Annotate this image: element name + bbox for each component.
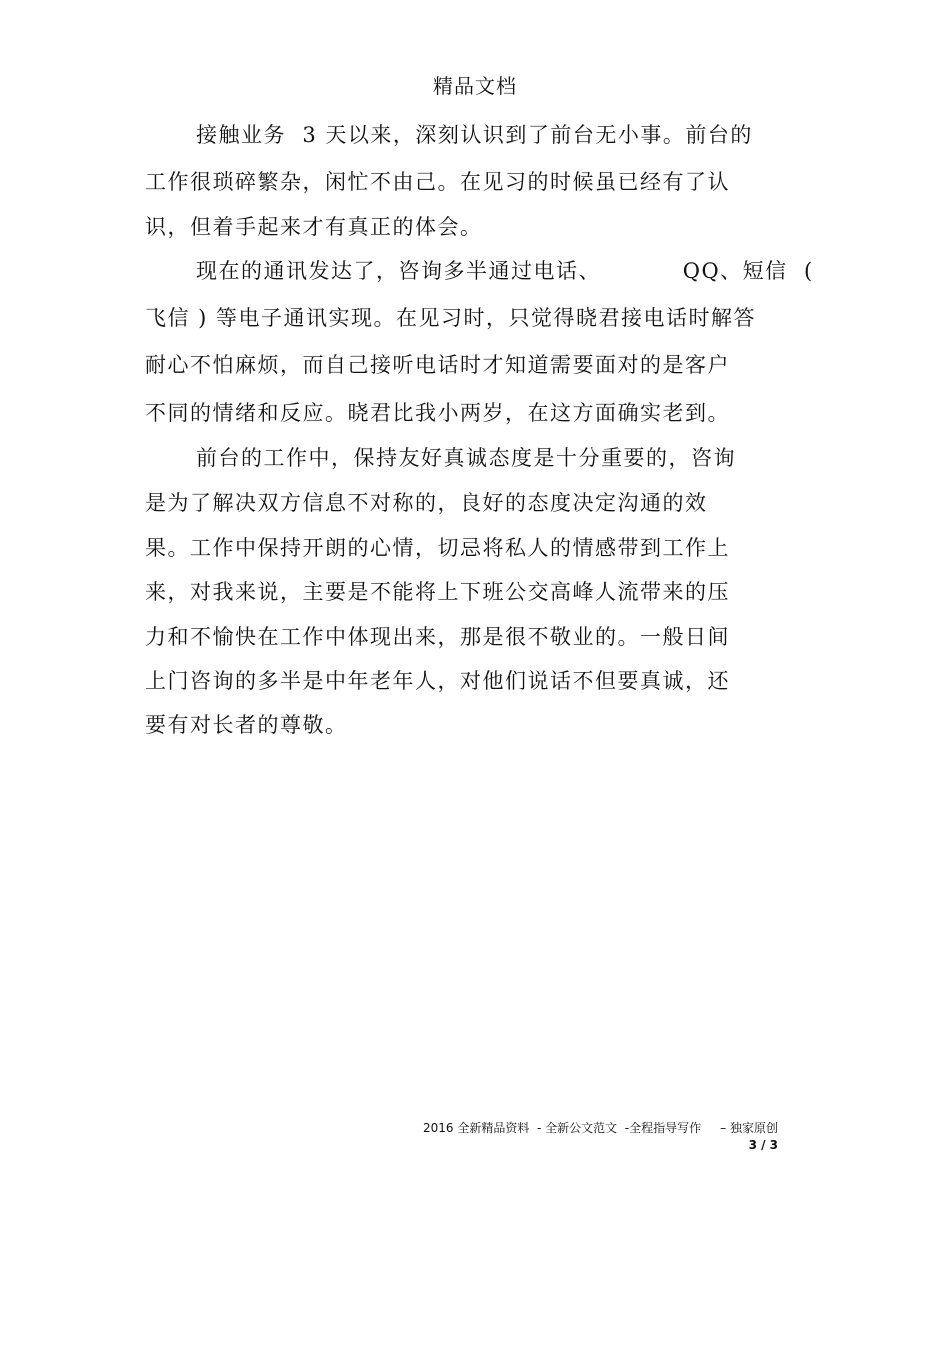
paragraph-2-line-1: 现在的通讯发达了，咨询多半通过电话、 QQ、短信 ( — [196, 259, 814, 283]
paragraph-3-line-1: 前台的工作中，保持友好真诚态度是十分重要的，咨询 — [196, 446, 736, 470]
paragraph-3-line-7: 要有对长者的尊敬。 — [145, 713, 348, 737]
paragraph-2-line-4: 不同的情绪和反应。晓君比我小两岁，在这方面确实老到。 — [145, 401, 730, 425]
paragraph-1-line-2: 工作很琐碎繁杂，闲忙不由己。在见习的时候虽已经有了认 — [145, 170, 730, 194]
page-header-title: 精品文档 — [433, 74, 517, 98]
paragraph-3-line-2: 是为了解决双方信息不对称的，良好的态度决定沟通的效 — [145, 491, 708, 515]
paragraph-2-line-2: 飞信 ) 等电子通讯实现。在见习时，只觉得晓君接电话时解答 — [145, 306, 757, 330]
paragraph-2-line-3: 耐心不怕麻烦，而自己接听电话时才知道需要面对的是客户 — [145, 353, 730, 377]
paragraph-3-line-3: 果。工作中保持开朗的心情，切忌将私人的情感带到工作上 — [145, 536, 730, 560]
page-number: 3 / 3 — [748, 1138, 778, 1152]
paragraph-1-line-1: 接触业务 3 天以来，深刻认识到了前台无小事。前台的 — [196, 123, 753, 147]
paragraph-3-line-5: 力和不愉快在工作中体现出来，那是很不敬业的。一般日间 — [145, 625, 730, 649]
paragraph-3-line-4: 来，对我来说，主要是不能将上下班公交高峰人流带来的压 — [145, 580, 730, 604]
paragraph-3-line-6: 上门咨询的多半是中年老年人，对他们说话不但要真诚，还 — [145, 669, 730, 693]
page-footer-text: 2016 全新精品资料 - 全新公文范文 -全程指导写作 – 独家原创 — [423, 1121, 778, 1135]
paragraph-1-line-3: 识，但着手起来才有真正的体会。 — [145, 215, 483, 239]
